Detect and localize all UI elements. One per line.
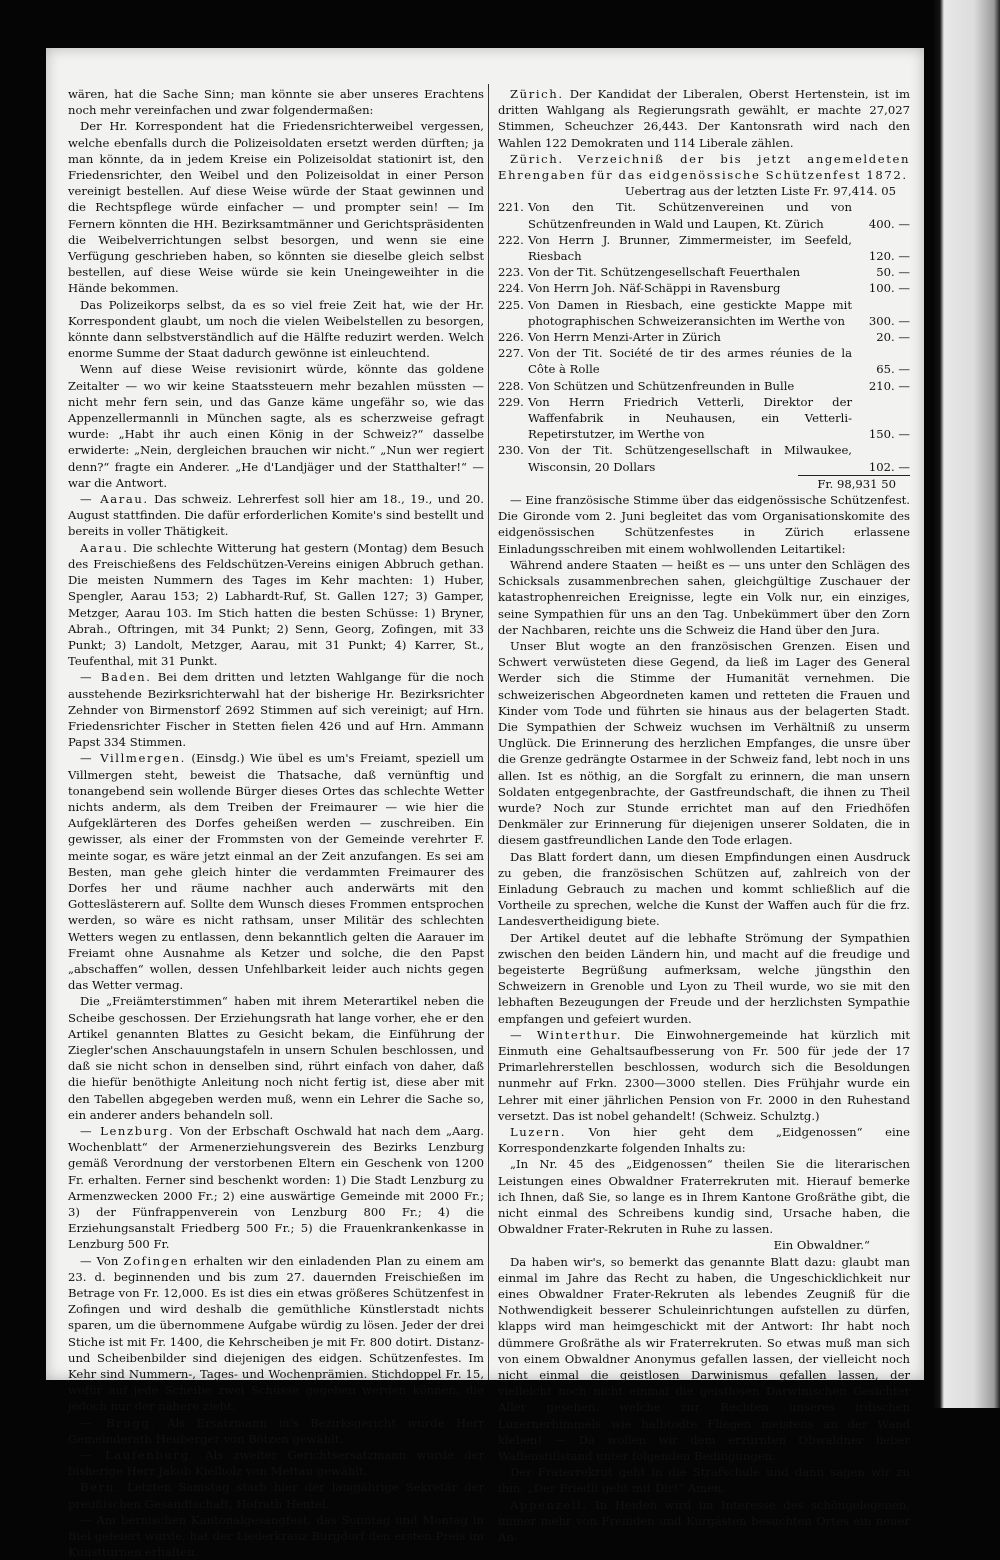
donation-row (498, 264, 910, 280)
donation-text: Von der Tit. Schützengesellschaft in Milwaukee, Wisconsin, 20 Dollars (528, 443, 852, 474)
paragraph: Das Blatt fordert dann, um diesen Empfindungen einen Ausdruck zu geben, die französischen Schützen auf, zahlreich von der Einladung Gebrauch zu machen und kommt schließlich auf die Vortheile zu sprechen, welche die Kunst der Waffen auch für die frz. Landesvertheidigung biete. (498, 849, 910, 929)
donation-text: Von der Tit. Société de tir des armes réunies de la Côte à Rolle (528, 346, 852, 377)
news-item-zofingen (68, 1253, 484, 1415)
adjacent-page-edge (934, 0, 1000, 1408)
dateline: — Winterthur. (510, 1027, 623, 1042)
dateline: — Baden. (80, 670, 152, 685)
donation-text: Von Herrn Menzi-Arter in Zürich (528, 330, 721, 345)
donation-num: 225. (498, 297, 524, 312)
news-text: Verzeichniß der bis jetzt angemeldeten Ehrengaben für das eidgenössische Schützenfest 1872. (498, 151, 911, 183)
news-item-bern (68, 1479, 484, 1511)
donation-total: Fr. 98,931 50 (817, 476, 896, 491)
news-text: Als zweiter Gerichtsersatzmann wurde der bisherige Herr Jakob Kielholz von Mettau gewählt. (68, 1448, 484, 1479)
donation-amount: 210. — (868, 378, 910, 393)
donation-amount: 50. — (876, 265, 910, 280)
donation-amount: 100. — (868, 281, 910, 296)
uebertrag-amount: 97,414. 05 (833, 184, 896, 199)
dateline: Zofingen (123, 1253, 189, 1268)
donation-amount: 400. — (868, 216, 910, 231)
paragraph: „In Nr. 45 des „Eidgenossen“ theilen Sie die literarischen Leistungen eines Obwaldner Fraterrekruten mit. Hierauf bemerke ich Ihnen, daß Sie, so lange es in Ihrem Kantone Großräthe gibt, die nicht einmal des Schreibens kundig sind, Ursache haben, die Obwaldner Frater-Rekruten in Ruhe zu lassen. (498, 1157, 910, 1237)
paragraph: Der Hr. Korrespondent hat die Friedensrichterweibel vergessen, welche ebenfalls durch die Polizeisoldaten ersetzt werden dürften; ja man könnte, da in jedem Kreise ein Polizeisoldat stationirt ist, den Friedensrichter, den Weibel und den Polizeisoldat in einer Person vereinigt bestellen. Auf diese Weise würde der Staat gewinnen und die Rechtspflege würde einfacher — und prompter sein! — Im Fernern könnten die HH. Bezirksamtmänner und Gerichtspräsidenten die Weibelverrichtungen selbst besorgen, und wenn sie eine Verfügung geschrieben haben, so könnten sie dieselbe gleich selbst bestellen, auf diese Weise würde sie kein Uneingeweihter in die Hände bekommen. (68, 119, 484, 296)
donation-row (498, 329, 910, 345)
news-text: Das schweiz. Lehrerfest soll hier am 18., 19., und 20. August stattfinden. Die dafür erforderlichen Komite's sind bestellt und bereits in voller Thätigkeit. (68, 492, 484, 539)
donation-text: Von Damen in Riesbach, eine gestickte Mappe mit photographischen Schweizeransichten im Werthe von (528, 297, 852, 328)
news-text: Die Einwohnergemeinde hat kürzlich mit Einmuth eine Gehaltsaufbesserung von Fr. 500 für jede der 17 Primarlehrerstellen beschlossen, wodurch sich die Besoldungen nunmehr auf Frkn. 2300—3000 stellen. Dies Frühjahr wurde ein Lehrer mit einer jährlichen Pension von Fr. 2000 in den Ruhestand versetzt. Das ist nobel gehandelt! (498, 1027, 911, 1123)
paragraph: Der Artikel deutet auf die lebhafte Strömung der Sympathien zwischen den beiden Ländern hin, und macht auf die freudige und begeisterte Begrüßung aufmerksam, welche jüngsthin den Schweizern in Grenoble und Lyon zu Theil wurde, wo sie mit den lebhaften Bezeugungen der Freude und der herzlichsten Sympathie empfangen und gefeiert wurden. (498, 930, 910, 1026)
donation-row (498, 297, 910, 329)
donation-row (498, 442, 910, 474)
donation-row (498, 199, 910, 231)
newspaper-page (46, 48, 924, 1560)
column-divider (488, 84, 489, 1380)
left-column (68, 86, 484, 1560)
news-text: Die schlechte Witterung hat gestern (Montag) dem Besuch des Freischießens des Feldschützen-Vereins einigen Abbruch gethan. Die meisten Nummern des Tages im Kehr machten: 1) Huber, Spengler, Aarau 153; 2) Labhardt-Ruf, St. Gallen 127; 3) Gamper, Metzger, Aarau 103. Im Stich hatten die besten Schüsse: 1) Bryner, Abrah., Oftringen, mit 34 Punkt; 2) Senn, Georg, Zofingen, mit 33 Punkt; 3) Landolt, Metzger, Aarau, mit 31 Punkt; 4) Karrer, St., Teufenthal, mit 31 Punkt. (68, 540, 484, 669)
news-item-baden (68, 669, 484, 750)
paragraph: wären, hat die Sache Sinn; man könnte sie aber unseres Erachtens noch mehr vereinfachen und zwar folgendermaßen: (68, 87, 484, 118)
paragraph: Das Polizeikorps selbst, da es so viel freie Zeit hat, wie der Hr. Korrespondent glaubt, um noch die vielen Weibelstellen zu besorgen, könnte dann selbstverständlich auf die Hälfte reduzirt werden. Welch enorme Summe der Staat dadurch gewönne ist einleuchtend. (68, 297, 484, 361)
signature: Ein Obwaldner.“ (773, 1238, 870, 1253)
donation-amount: 120. — (868, 249, 910, 264)
donation-num: 227. (498, 346, 524, 361)
donation-num: 226. (498, 330, 524, 345)
dateline: Zürich. (510, 151, 564, 166)
dateline: — Brugg. (80, 1415, 156, 1430)
dateline: Bern. (80, 1480, 121, 1495)
news-text: Als Ersatzmann in's Bezirksgericht wurde Herr Gemeinderath Heuberger von Bötzen gewählt. (68, 1415, 484, 1446)
paragraph: — Am bernischen Kantonalgesangfest, das Sonntag und Montag in Biel gefeiert wurde, hat der Liederkranz Burgdorf den ersten Preis im Kunstturnen erhalten. (68, 1512, 484, 1560)
news-text: erhalten wir den einladenden Plan zu einem am 23. d. beginnenden und bis zum 27. dauernden Freischießen im Betrage von Fr. 12,000. Es ist dies ein etwas größeres Schützenfest in Zofingen und wird deshalb die gemüthliche Künstlerstadt nichts sparen, um die übernommene Aufgabe würdig zu lösen. Jeder der drei Stiche ist mit Fr. 1400, die Kehrscheiben je mit Fr. 800 dotirt. Distanz- und Scheibenbilder sind diejenigen des eidgen. Schützenfestes. Im Kehr sind Nummern-, Tages- und Wochenprämien. Stichdoppel Fr. 15, wofür auf jede Scheibe zwei Schüsse gegeben werden können, die jedoch nur der nähere zieht. (68, 1253, 484, 1414)
donation-text: Von Herrn Joh. Näf-Schäppi in Ravensburg (528, 281, 781, 296)
donation-text: Von Herrn Friedrich Vetterli, Direktor der Waffenfabrik in Neuhausen, ein Vetterli-Repetirstutzer, im Werthe von (528, 394, 852, 442)
paragraph: Unser Blut wogte an den französischen Grenzen. Eisen und Schwert verwüsteten diese Gegend, da ließ im Lager des General Werder sich die Stimme der Humanität vernehmen. Die schweizerischen Abgeordneten kamen und retteten die Frauen und Kinder vom Tode und führten sie hinaus aus der belagerten Stadt. Die Sympathien der Schweiz wuchsen im Verhältniß zu unserm Unglück. Die Erinnerung des herzlichen Empfanges, die unsre über die Grenze gedrängte Ostarmee in der Schweiz fand, lebt noch in uns allen. Ist es nöthig, an die Sorgfalt zu erinnern, die man unsern Soldaten entgegenbrachte, der Gastfreundschaft, die ihnen zu Theil wurde? Noch zur Stunde errichtet man auf den Friedhöfen Denkmäler zur Erinnerung für diejenigen unserer Soldaten, die in diesem gastfreundlichen Lande den Tode erlagen. (498, 638, 910, 848)
news-item-aarau-1 (68, 491, 484, 540)
source-note: (Schweiz. Schulztg.) (699, 1108, 820, 1123)
donation-amount: 20. — (876, 330, 910, 345)
paragraph: Wenn auf diese Weise revisionirt würde, könnte das goldene Zeitalter — wo wir keine Staatssteuern mehr bezahlen müssten — nicht mehr fern sein, und das Ganze käme ungefähr so, wie das Appenzellermannli in München sagte, als es scherzweise gefragt wurde: „Habt ihr auch einen König in der Schweiz?“ dasselbe erwiderte: „Nein, dergleichen brauchen wir nicht.“ „Nun wer regiert denn?“ fragte ein Anderer. „He d'Landjäger und der Statthalter!“ — war die Antwort. (68, 362, 484, 490)
uebertrag-line (498, 183, 910, 199)
uebertrag-label: Uebertrag aus der letzten Liste Fr. (624, 184, 830, 199)
donation-row (498, 345, 910, 377)
donation-amount: 102. — (868, 459, 910, 474)
donation-amount: 65. — (876, 362, 910, 377)
news-item-zuerich-2 (498, 151, 910, 183)
donation-num: 224. (498, 281, 524, 296)
news-item-lenzburg (68, 1123, 484, 1253)
donation-num: 229. (498, 394, 524, 409)
donation-text: Von den Tit. Schützenvereinen und von Schützenfreunden in Wald und Laupen, Kt. Zürich (528, 200, 852, 231)
donation-list (498, 199, 910, 474)
donation-num: 228. (498, 378, 524, 393)
news-item-aarau-2 (68, 540, 484, 670)
dateline: — Villmergen. (80, 751, 186, 766)
dateline: Appenzell. (510, 1497, 588, 1512)
news-item-brugg (68, 1415, 484, 1447)
donation-num: 230. (498, 443, 524, 458)
paragraph: — Eine französische Stimme über das eidgenössische Schützenfest. Die Gironde vom 2. Juni begleitet das vom Organisationskomite des eidgenössischen Schützenfestes in Zürich erlassene Einladungsschreiben mit einem wohlwollenden Leitartikel: (498, 493, 910, 556)
news-text: Von der Erbschaft Oschwald hat nach dem „Aarg. Wochenblatt“ der Armenerziehungsverein des Bezirks Lenzburg gemäß Verordnung der verstorbenen Eltern ein Geschenk von 1200 Fr. erhalten. Ferner sind beschenkt worden: 1) Die Stadt Lenzburg zu Armenzwecken 2000 Fr.; 2) eine auswärtige Gemeinde mit 2000 Fr.; 3) der Fünfrappenverein von Lenzburg 800 Fr.; 4) die Erziehungsanstalt Friedberg 500 Fr.; 5) die Frauenkrankenkasse in Lenzburg 500 Fr. (68, 1124, 484, 1252)
donation-num: 221. (498, 200, 524, 215)
donation-num: 222. (498, 232, 524, 247)
dateline: — Aarau. (80, 492, 149, 507)
dateline: Zürich. (510, 87, 564, 101)
donation-amount: 300. — (868, 313, 910, 328)
donation-row (498, 378, 910, 394)
donation-row (498, 394, 910, 443)
news-text: In Heiden wird im Interesse des schöngelegenen, immer mehr von Fremden und Kurgästen besuchten Ortes ein neuer An- (498, 1497, 910, 1545)
lead: — Von (80, 1253, 119, 1268)
news-item-appenzell (498, 1497, 910, 1546)
news-item-zuerich-1 (498, 86, 910, 151)
dateline: — Lenzburg. (80, 1124, 175, 1138)
donation-text: Von Herrn J. Brunner, Zimmermeister, im Seefeld, Riesbach (528, 232, 852, 264)
news-text: Letzten Samstag starb hier der langjährige Sekretär der preußischen Gesandtschaft, Hofrath Hentel. (68, 1480, 484, 1511)
news-item-winterthur (498, 1027, 910, 1124)
paragraph: Während andere Staaten — heißt es — uns unter den Schlägen des Schicksals zusammenbrechen sahen, gleichgültige Zuschauer der katastrophenreichen Ereignisse, legte ein Volk nur, ein einziges, seine Sympathien für uns an den Tag. Unbekümmert über den Zorn der Nachbaren, reichte uns die Schweiz die Hand über den Jura. (498, 557, 910, 637)
donation-num: 223. (498, 265, 524, 280)
paragraph: Die „Freiämterstimmen“ haben mit ihrem Meterartikel neben die Scheibe geschossen. Der Erziehungsrath hat lange vorher, ehe er den Artikel genannten Blattes zu Gesicht bekam, die Einführung der Ziegler'schen Anschauungstafeln in unsern Schulen beschlossen, und daß sie nicht schon in denselben sind, rührt einfach von daher, daß die hiefür benöthigte Anleitung noch nicht fertig ist, diese aber mit den Tabellen abgegeben werden muß, wenn ein Lehrer die Sache so, ein anderer anders behandeln soll. (68, 994, 484, 1122)
donation-amount: 150. — (868, 427, 910, 442)
dateline: Aarau. (80, 540, 129, 555)
dateline: — Laufenburg. (80, 1448, 195, 1463)
donation-text: Von der Tit. Schützengesellschaft Feuerthalen (528, 265, 801, 280)
dateline: Luzern. (510, 1125, 567, 1139)
news-text: (Einsdg.) Wie übel es um's Freiamt, speziell um Villmergen steht, beweist die Thatsache, daß vernünftig und tonangebend sein wollende Bürger dieses Ortes das schlechte Wetter nichts anderm, als dem Treiben der Freimaurer — wie hier die Aufgeklärteren des Dorfes geheißen werden — zuschreiben. Ein gewisser, als einer der Frommsten von der Gemeinde verehrter F. meinte sogar, es wäre jetzt einmal an der Zeit anzufangen. Es sei am Besten, man gehe gleich hinter die verdammten Freimaurer des Dorfes her und räume nachher auch anderwärts mit den Gotteslästerern auf. Sollte dem Wunsch dieses Frommen entsprochen werden, so wäre es nicht rathsam, unser Militär des schlechten Wetters wegen zu entlassen, denn bekanntlich gelten die Aarauer im Freiamt ohne Ausnahme als Ketzer und solche, die den Papst „abschaffen“ wollen, dessen Unfehlbarkeit leider auch nichts gegen das Wetter vermag. (68, 751, 484, 993)
news-item-laufenburg (68, 1447, 484, 1479)
news-text: Der Kandidat der Liberalen, Oberst Hertenstein, ist im dritten Wahlgang als Regierungsrath gewählt, er machte 27,027 Stimmen, Scheuchzer 26,443. Der Kantonsrath wird nach den Wahlen 122 Demokraten und 114 Liberale zählen. (498, 87, 911, 150)
news-item-villmergen (68, 750, 484, 993)
donation-row (498, 232, 910, 264)
news-text: Von hier geht dem „Eidgenossen“ eine Korrespondenzkarte folgenden Inhalts zu: (498, 1125, 911, 1156)
news-item-luzern (498, 1124, 910, 1156)
paragraph: Da haben wir's, so bemerkt das genannte Blatt dazu: glaubt man einmal im Jahre das Recht zu haben, die Ungeschicklichkeit nur eines Obwaldner Frater-Rekruten als lebendes Zeugniß für die Nothwendigkeit besserer Schuleinrichtungen aufstellen zu dürfen, klapps wird man heimgeschickt mit der Antwort: Ihr habt noch dümmere Großräthe als wir Fraterrekruten. So etwas muß man sich von einem Obwaldner Anonymus gefallen lassen, der vielleicht noch nicht einmal die geistlosen Darwinismus gefallen lassen, der vielleicht noch nicht einmal die geistlosen Darwinischen Gesichter Aller gesehen, welche zur Rechten unseres irdischen Luzernerhimmels wie halbtodte Fliegen meistens an der Wand kleben! — Da wollen wir dem erzürnten Obwaldner lieber Waffenstillstand unter folgenden Bedingungen: (498, 1254, 910, 1464)
donation-row (498, 280, 910, 296)
paragraph: Der Fraterrekrut geht in die Strafschule und dann sagen wir zu ihm: „Der Friedli geht mit Dir!“ Amen. (498, 1465, 910, 1496)
donation-text: Von Schützen und Schützenfreunden in Bulle (528, 378, 795, 393)
news-text: Bei dem dritten und letzten Wahlgange für die noch ausstehende Bezirksrichterwahl hat der bisherige Hr. Bezirksrichter Zehnder von Birmenstorf 2692 Stimmen auf sich vereinigt; auf Hrn. Friedensrichter Fischer in Stetten fielen 426 und auf Hrn. Ammann Papst 334 Stimmen. (68, 670, 485, 750)
right-column (498, 86, 910, 1545)
